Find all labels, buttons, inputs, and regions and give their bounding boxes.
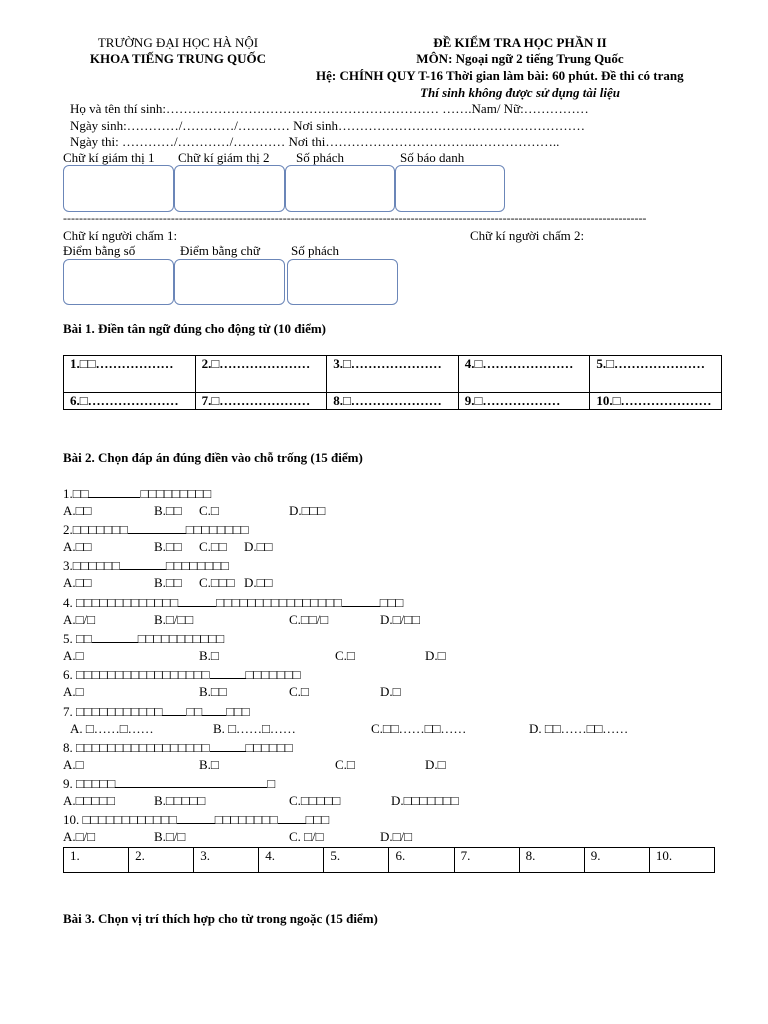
stem-text: 10. □□□□□□□□□□□□ <box>63 812 177 827</box>
answer-cell[interactable]: 5. <box>324 848 389 873</box>
stem-text: 4. □□□□□□□□□□□□□ <box>63 595 179 610</box>
stem-text: □□□□□□□□ <box>165 558 229 573</box>
q8-option-a[interactable]: A.□ <box>63 757 84 772</box>
question-9-stem <box>63 775 275 792</box>
section2-title: Bài 2. Chọn đáp án đúng điền vào chỗ trống (15 điểm) <box>63 450 363 465</box>
question-2-stem <box>63 521 249 538</box>
proctor2-signature-box[interactable] <box>174 165 285 212</box>
question-5-stem <box>63 630 224 647</box>
stem-text: □□□ <box>379 595 404 610</box>
q6-option-b[interactable]: B.□□ <box>199 684 227 699</box>
q3-option-d[interactable]: D.□□ <box>244 575 273 590</box>
question-7-stem <box>63 703 250 720</box>
faculty-name: KHOA TIẾNG TRUNG QUỐC <box>89 51 267 66</box>
exam-program: Hệ: CHÍNH QUY T-16 Thời gian làm bài: 60 phút. Đề thi có trang <box>316 68 684 83</box>
q5-option-d[interactable]: D.□ <box>425 648 446 663</box>
stem-text: 6. □□□□□□□□□□□□□□□□□ <box>63 667 210 682</box>
score-words-box[interactable] <box>174 259 285 305</box>
q10-option-a[interactable]: A.□/□ <box>63 829 95 844</box>
score-number-box[interactable] <box>63 259 174 305</box>
q9-option-b[interactable]: B.□□□□□ <box>154 793 206 808</box>
answer-blank[interactable] <box>202 703 226 716</box>
answer-blank[interactable] <box>115 775 267 788</box>
q4-option-a[interactable]: A.□/□ <box>63 612 95 627</box>
q1-option-a[interactable]: A.□□ <box>63 503 92 518</box>
score-words-label: Điểm bằng chữ <box>180 243 260 258</box>
candidate-dob-line: Ngày sinh:…………/…………/………… Nơi sinh………………………………………………… <box>70 118 585 133</box>
q2-option-b[interactable]: B.□□ <box>154 539 182 554</box>
question-1-stem <box>63 485 211 502</box>
stem-text: 3.□□□□□□ <box>63 558 120 573</box>
question-6-stem <box>63 666 300 683</box>
q3-option-b[interactable]: B.□□ <box>154 575 182 590</box>
answer-blank[interactable] <box>177 811 215 824</box>
proctor2-label: Chữ kí giám thị 2 <box>178 150 270 165</box>
q8-option-c[interactable]: C.□ <box>335 757 355 772</box>
stem-text: 1.□□ <box>63 486 89 501</box>
stem-text: 7. □□□□□□□□□□□ <box>63 704 163 719</box>
q3-option-a[interactable]: A.□□ <box>63 575 92 590</box>
grader-serial-box[interactable] <box>287 259 398 305</box>
q3-option-c[interactable]: C.□□□ <box>199 575 235 590</box>
section1-cell[interactable]: 7.□………………… <box>195 393 327 410</box>
answer-blank[interactable] <box>88 485 140 498</box>
answer-cell[interactable]: 6. <box>389 848 454 873</box>
stem-text: 8. □□□□□□□□□□□□□□□□□ <box>63 740 210 755</box>
stem-text: □□□ <box>226 704 250 719</box>
section1-cell[interactable]: 4.□………………… <box>458 356 590 393</box>
section1-cell[interactable]: 6.□………………… <box>64 393 196 410</box>
q6-option-d[interactable]: D.□ <box>380 684 401 699</box>
question-4-stem <box>63 594 403 611</box>
q2-option-a[interactable]: A.□□ <box>63 539 92 554</box>
answer-cell[interactable]: 1. <box>64 848 129 873</box>
q4-option-d[interactable]: D.□/□□ <box>380 612 420 627</box>
q5-option-c[interactable]: C.□ <box>335 648 355 663</box>
section2-answer-table <box>63 847 715 873</box>
answer-blank[interactable] <box>120 557 166 570</box>
serial-number-box[interactable] <box>285 165 395 212</box>
q5-option-a[interactable]: A.□ <box>63 648 84 663</box>
q1-option-b[interactable]: B.□□ <box>154 503 182 518</box>
answer-cell[interactable]: 8. <box>519 848 584 873</box>
answer-blank[interactable] <box>162 703 186 716</box>
university-name: TRƯỜNG ĐẠI HỌC HÀ NỘI <box>97 35 259 50</box>
q6-option-a[interactable]: A.□ <box>63 684 84 699</box>
q8-option-d[interactable]: D.□ <box>425 757 446 772</box>
candidate-number-box[interactable] <box>395 165 505 212</box>
answer-cell[interactable]: 10. <box>649 848 714 873</box>
section1-cell[interactable]: 1.□□……………… <box>64 356 196 393</box>
stem-text: □□□ <box>305 812 330 827</box>
answer-cell[interactable]: 3. <box>194 848 259 873</box>
q5-option-b[interactable]: B.□ <box>199 648 219 663</box>
section1-cell[interactable]: 8.□………………… <box>327 393 459 410</box>
q2-option-d[interactable]: D.□□ <box>244 539 273 554</box>
section1-cell[interactable]: 2.□………………… <box>195 356 327 393</box>
answer-cell[interactable]: 9. <box>584 848 649 873</box>
stem-text: □□□□□□□□□□□□□□□□ <box>216 595 342 610</box>
section1-cell[interactable]: 10.□………………… <box>590 393 722 410</box>
section1-answer-table <box>63 355 722 410</box>
proctor1-signature-box[interactable] <box>63 165 174 212</box>
stem-text: □□ <box>186 704 203 719</box>
answer-cell[interactable]: 2. <box>129 848 194 873</box>
q1-option-d[interactable]: D.□□□ <box>289 503 326 518</box>
q10-option-d[interactable]: D.□/□ <box>380 829 412 844</box>
exam-notice: Thí sinh không được sử dụng tài liệu <box>420 85 620 100</box>
answer-blank[interactable] <box>210 739 246 752</box>
q8-option-b[interactable]: B.□ <box>199 757 219 772</box>
stem-text: □ <box>267 776 276 791</box>
q7-option-b[interactable]: B. □……□…… <box>213 721 296 736</box>
exam-title: ĐỀ KIỂM TRA HỌC PHẦN II <box>433 35 607 50</box>
answer-blank[interactable] <box>278 811 306 824</box>
candidate-name-line: Họ và tên thí sinh:……………………………………………………… …….Nam/ Nữ:…………… <box>70 101 589 116</box>
q9-option-a[interactable]: A.□□□□□ <box>63 793 115 808</box>
answer-blank[interactable] <box>128 521 186 534</box>
q10-option-c[interactable]: C. □/□ <box>289 829 324 844</box>
question-8-stem <box>63 739 293 756</box>
stem-text: □□□□□□□ <box>245 667 301 682</box>
answer-blank[interactable] <box>210 666 246 679</box>
exam-subject: MÔN: Ngoại ngữ 2 tiếng Trung Quốc <box>416 51 624 66</box>
stem-text: □□□□□□□□ <box>185 522 249 537</box>
question-3-stem <box>63 557 229 574</box>
q6-option-c[interactable]: C.□ <box>289 684 309 699</box>
q2-option-c[interactable]: C.□□ <box>199 539 227 554</box>
stem-text: □□□□□□□□□ <box>140 486 212 501</box>
section3-title: Bài 3. Chọn vị trí thích hợp cho từ trong ngoặc (15 điểm) <box>63 911 378 926</box>
exam-date-line: Ngày thi: …………/…………/………… Nơi thi……………………………..……………….. <box>70 134 560 149</box>
stem-text: 2.□□□□□□□ <box>63 522 128 537</box>
stem-text: 5. □□ <box>63 631 92 646</box>
grader1-signature-label: Chữ kí người chấm 1: <box>63 228 178 243</box>
q7-option-a[interactable]: A. □……□…… <box>70 721 154 736</box>
separator-line: -------------------------------------------------------------------------------------------------------------------------------------------------- <box>63 211 647 225</box>
q4-option-b[interactable]: B.□/□□ <box>154 612 194 627</box>
answer-cell[interactable]: 4. <box>259 848 324 873</box>
answer-blank[interactable] <box>342 594 380 607</box>
section1-cell[interactable]: 5.□………………… <box>590 356 722 393</box>
section1-title: Bài 1. Điền tân ngữ đúng cho động từ (10 điểm) <box>63 321 327 336</box>
stem-text: □□□□□□ <box>245 740 293 755</box>
grader-serial-label: Số phách <box>291 243 340 258</box>
q9-option-d[interactable]: D.□□□□□□□ <box>391 793 459 808</box>
score-number-label: Điểm bằng số <box>63 243 136 258</box>
serial-number-label: Số phách <box>296 150 345 165</box>
q7-option-c[interactable]: C.□□……□□…… <box>371 721 467 736</box>
answer-blank[interactable] <box>92 630 138 643</box>
answer-blank[interactable] <box>178 594 216 607</box>
q10-option-b[interactable]: B.□/□ <box>154 829 186 844</box>
proctor1-label: Chữ kí giám thị 1 <box>63 150 155 165</box>
candidate-number-label: Số báo danh <box>400 150 465 165</box>
stem-text: □□□□□□□□ <box>214 812 278 827</box>
answer-cell[interactable]: 7. <box>454 848 519 873</box>
q7-option-d[interactable]: D. □□……□□…… <box>529 721 629 736</box>
stem-text: 9. □□□□□ <box>63 776 116 791</box>
stem-text: □□□□□□□□□□□ <box>137 631 225 646</box>
q9-option-c[interactable]: C.□□□□□ <box>289 793 341 808</box>
grader2-signature-label: Chữ kí người chấm 2: <box>470 228 585 243</box>
q4-option-c[interactable]: C.□□/□ <box>289 612 329 627</box>
section1-cell[interactable]: 9.□……………… <box>458 393 590 410</box>
q1-option-c[interactable]: C.□ <box>199 503 219 518</box>
question-10-stem <box>63 811 329 828</box>
section1-cell[interactable]: 3.□………………… <box>327 356 459 393</box>
